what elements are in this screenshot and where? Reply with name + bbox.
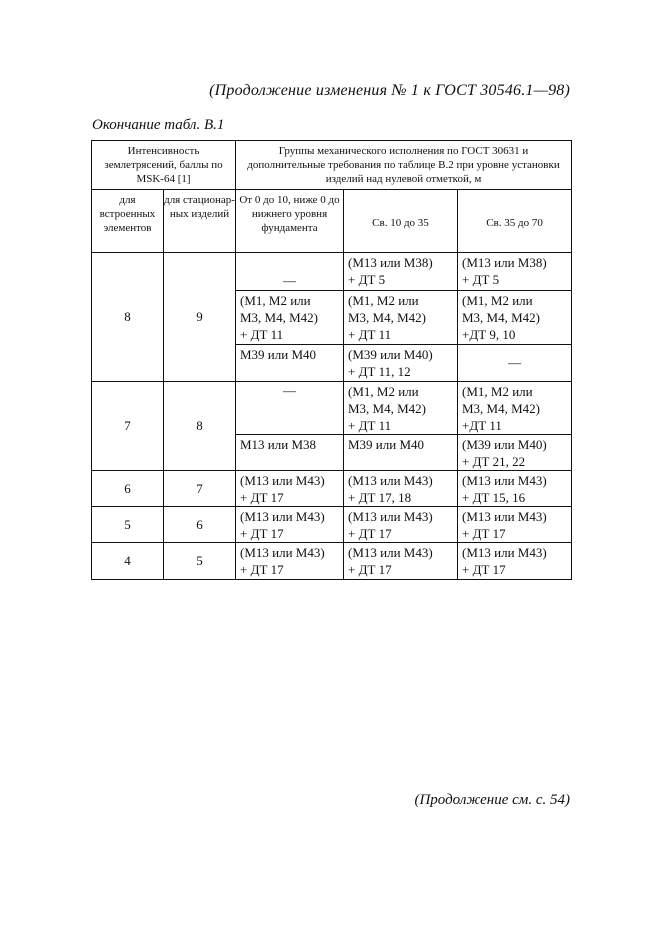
cell-group: (М13 или М43) + ДТ 17 (458, 507, 572, 543)
cell-group: (М13 или М43) + ДТ 17 (344, 507, 458, 543)
header-0-10: От 0 до 10, ниже 0 до нижнего уровня фундамента (236, 190, 344, 253)
page-header-continuation: (Продолжение изменения № 1 к ГОСТ 30546.1—98) (209, 82, 570, 99)
cell-group: (М13 или М38) + ДТ 5 (458, 253, 572, 291)
cell-builtin: 4 (92, 543, 164, 580)
cell-builtin: 8 (92, 253, 164, 382)
header-groups: Группы механического исполнения по ГОСТ 30631 и дополнительные требования по таблице В.2 при уровне установки изделий над нулевой отметкой, м (236, 141, 572, 190)
cell-group: (М1, М2 или М3, М4, М42) + ДТ 11 (236, 291, 344, 345)
cell-group: (М13 или М43) + ДТ 15, 16 (458, 471, 572, 507)
cell-stationary: 8 (164, 382, 236, 471)
cell-group: (М1, М2 или М3, М4, М42) + ДТ 11 (344, 382, 458, 435)
table-caption: Окончание табл. В.1 (92, 117, 225, 133)
cell-stationary: 6 (164, 507, 236, 543)
cell-group: (М13 или М43) + ДТ 17 (236, 471, 344, 507)
cell-dash: — (236, 382, 344, 435)
cell-group: М39 или М40 (344, 435, 458, 471)
cell-group: (М13 или М38) + ДТ 5 (344, 253, 458, 291)
header-intensity: Интенсивность землетрясений, баллы по MSK-64 [1] (92, 141, 236, 190)
cell-dash: — (458, 345, 572, 382)
header-35-70: Св. 35 до 70 (458, 190, 572, 253)
cell-group: (М1, М2 или М3, М4, М42) +ДТ 11 (458, 382, 572, 435)
cell-group: (М13 или М43) + ДТ 17 (236, 507, 344, 543)
cell-group: (М13 или М43) + ДТ 17 (236, 543, 344, 580)
cell-group: М39 или М40 (236, 345, 344, 382)
header-stationary: для стационар-ных изделий (164, 190, 236, 253)
cell-dash: — (236, 253, 344, 291)
cell-group: (М13 или М43) + ДТ 17, 18 (344, 471, 458, 507)
cell-group: (М13 или М43) + ДТ 17 (458, 543, 572, 580)
seismic-groups-table (91, 140, 572, 580)
cell-group: (М39 или М40) + ДТ 21, 22 (458, 435, 572, 471)
cell-stationary: 9 (164, 253, 236, 382)
cell-stationary: 5 (164, 543, 236, 580)
cell-group: (М13 или М43) + ДТ 17 (344, 543, 458, 580)
cell-group: (М1, М2 или М3, М4, М42) + ДТ 11 (344, 291, 458, 345)
cell-stationary: 7 (164, 471, 236, 507)
cell-builtin: 5 (92, 507, 164, 543)
cell-group: (М1, М2 или М3, М4, М42) +ДТ 9, 10 (458, 291, 572, 345)
cell-group: М13 или М38 (236, 435, 344, 471)
cell-builtin: 6 (92, 471, 164, 507)
header-10-35: Св. 10 до 35 (344, 190, 458, 253)
page-footer-continuation: (Продолжение см. с. 54) (414, 792, 570, 808)
cell-group: (М39 или М40) + ДТ 11, 12 (344, 345, 458, 382)
header-builtin: для встроенных элементов (92, 190, 164, 253)
cell-builtin: 7 (92, 382, 164, 471)
